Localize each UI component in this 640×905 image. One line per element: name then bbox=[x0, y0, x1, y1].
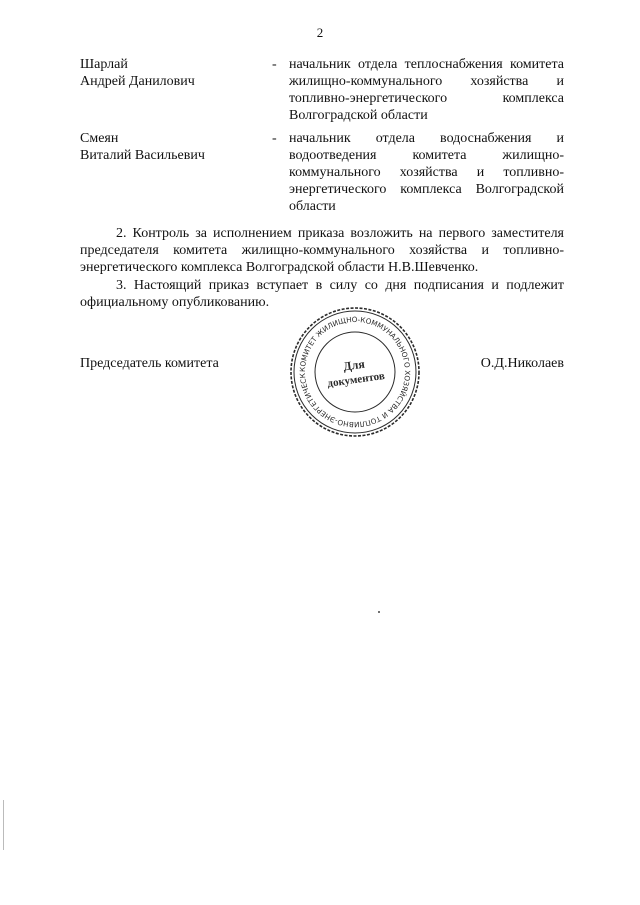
staff-surname: Шарлай bbox=[80, 57, 128, 72]
seal-ring-text-path: КОМИТЕТ ЖИЛИЩНО-КОММУНАЛЬНОГО ХОЗЯЙСТВА И ТОПЛИВНО-ЭНЕРГЕТИЧЕСК bbox=[297, 314, 413, 430]
staff-dash: - bbox=[272, 131, 277, 146]
paragraph-control: 2. Контроль за исполнением приказа возложить на первого заместителя председателя комитета жилищно-коммунального хозяйства и топливно-энергетического комплекса Волгоградской области Н.В.Шевченко. bbox=[80, 226, 564, 275]
seal-center-line2: документов bbox=[326, 369, 386, 390]
staff-position: начальник отдела водоснабжения и водоотведения комитета жилищно-коммунального хозяйства и топливно-энергетического комплекса Волгоградской области bbox=[289, 131, 564, 214]
scan-edge-mark bbox=[3, 800, 4, 850]
seal-outer-ring bbox=[291, 308, 419, 436]
staff-given-names: Виталий Васильевич bbox=[80, 148, 205, 163]
official-seal bbox=[288, 305, 422, 439]
paragraph-effective: 3. Настоящий приказ вступает в силу со дня подписания и подлежит официальному опубликованию. bbox=[80, 278, 564, 310]
seal-center-line1: Для bbox=[342, 356, 366, 374]
seal-inner-ring bbox=[294, 311, 416, 433]
signatory-name: О.Д.Николаев bbox=[480, 356, 564, 371]
staff-name bbox=[80, 130, 260, 164]
seal-stamp-graphic bbox=[288, 305, 422, 439]
staff-name bbox=[80, 56, 260, 90]
signatory-title: Председатель комитета bbox=[80, 356, 219, 371]
scan-speck bbox=[378, 611, 380, 613]
page-number: 2 bbox=[316, 25, 324, 40]
staff-given-names: Андрей Данилович bbox=[80, 74, 195, 89]
staff-surname: Смеян bbox=[80, 131, 119, 146]
staff-dash: - bbox=[272, 57, 277, 72]
staff-position: начальник отдела теплоснабжения комитета жилищно-коммунального хозяйства и топливно-энергетического комплекса Волгоградской области bbox=[289, 57, 564, 123]
